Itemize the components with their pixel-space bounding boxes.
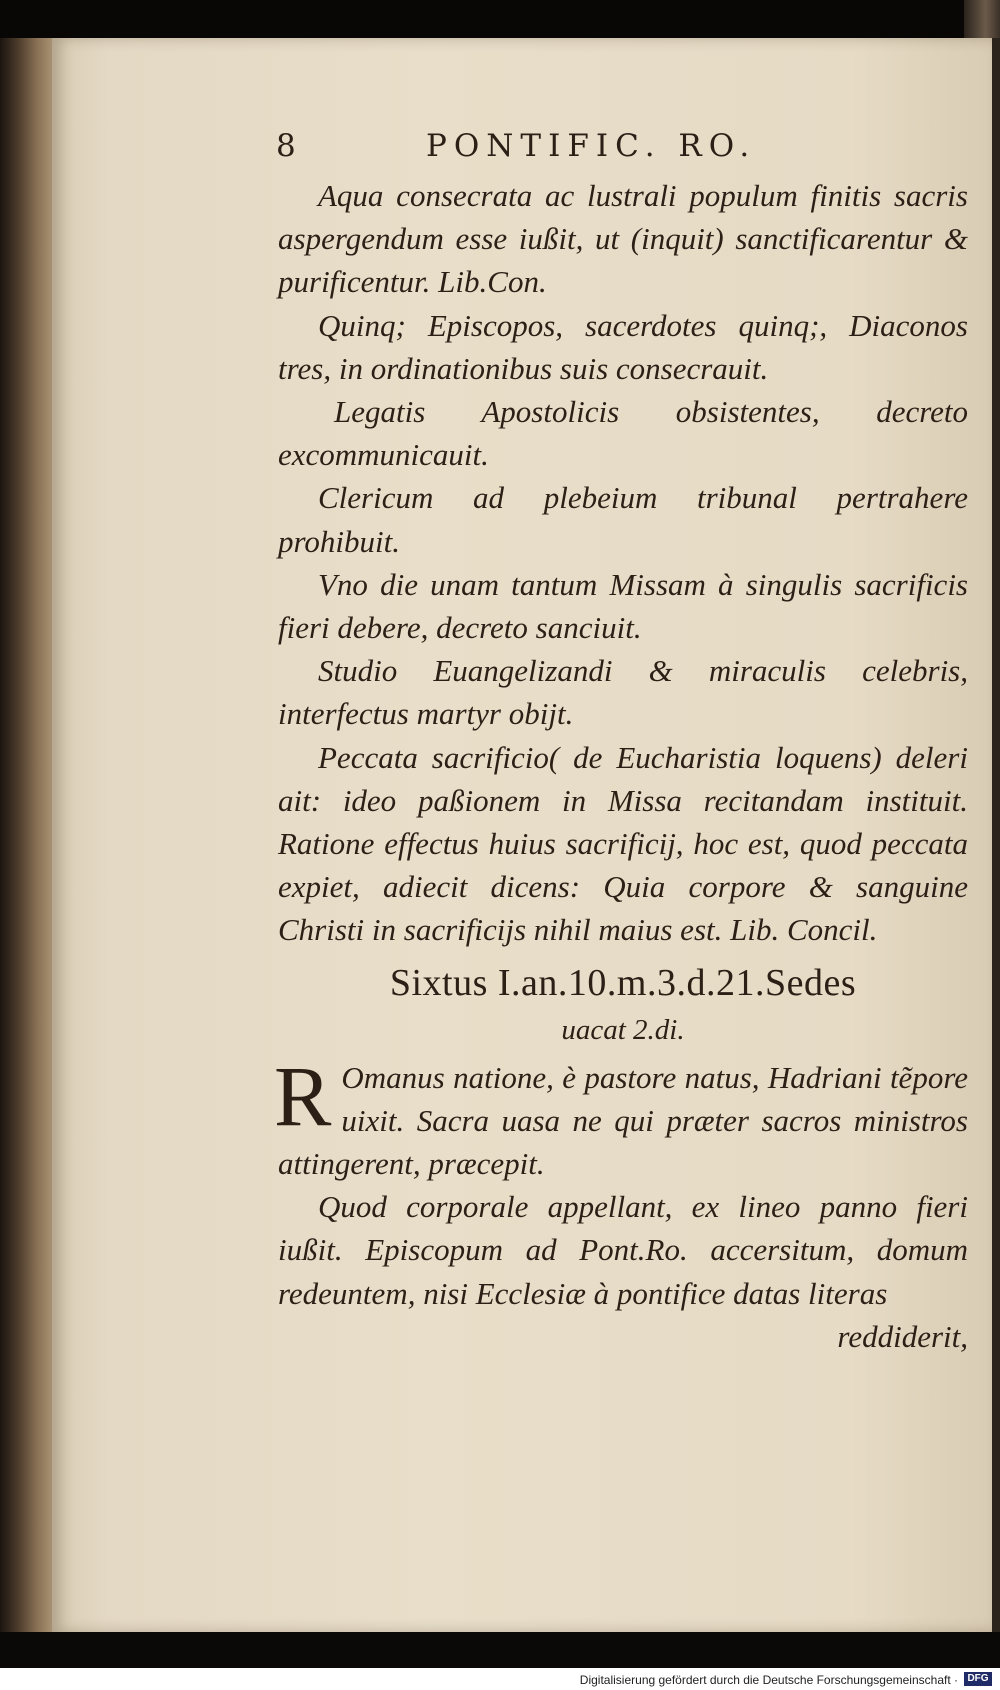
paragraph-corporal: Quod corporale appellant, ex lineo panno fieri iußit. Episcopum ad Pont.Ro. accersitum, domum redeuntem, nisi Ecclesiæ à pontifice datas literas	[278, 1189, 968, 1311]
paragraph-cleric: Clericum ad plebeium tribunal pertrahere prohibuit.	[278, 480, 968, 559]
running-head	[278, 128, 968, 174]
page-text-block	[274, 128, 968, 1358]
section-heading: Sixtus I.an.10.m.3.d.21.Sedes	[389, 961, 857, 1004]
section-subheading: uacat 2.di.	[561, 1013, 685, 1046]
paragraph-ordinations: Quinq; Episcopos, sacerdotes quinq;, Diaconos tres, in ordinationibus suis consecrauit.	[278, 307, 968, 386]
scan-bottom-border	[0, 1632, 1000, 1690]
paragraph-sixtus-text: Omanus natione, è pastore natus, Hadriani tẽpore uixit. Sacra uasa ne qui præter sacros ministros attingerent, præcepit.	[278, 1059, 968, 1182]
running-title: PONTIFIC. RO.	[426, 128, 757, 164]
paragraph-martyr: Studio Euangelizandi & miraculis celebris, interfectus martyr obijt.	[278, 653, 968, 732]
digitization-credit: Digitalisierung gefördert durch die Deutsche Forschungsgemeinschaft ·	[579, 1673, 958, 1687]
book-binding-edge	[0, 38, 58, 1632]
scan-top-border	[0, 0, 1000, 38]
scan-corner	[964, 0, 1000, 38]
paragraph-sixtus-intro	[274, 1047, 968, 1186]
digitization-credit-strip	[0, 1668, 1000, 1690]
paragraph-holy-water: Aqua consecrata ac lustrali populum finitis sacris aspergendum esse iußit, ut (inquit) sanctificarentur & purificentur. Lib.Con.	[278, 178, 968, 300]
paragraph-legates: Legatis Apostolicis obsistentes, decreto excommunicauit.	[278, 394, 968, 473]
page-right-edge	[992, 38, 1000, 1632]
paragraph-sacrifice: Peccata sacrificio( de Eucharistia loquens) deleri ait: ideo paßionem in Missa recitandam instituit. Ratione effectus huius sacrificij, hoc est, quod peccata expiet, adiecit dicens: Quia corpore & sanguine Christi in sacrificijs nihil maius est. Lib. Concil.	[278, 739, 968, 948]
catchword: reddiderit,	[837, 1318, 968, 1354]
dfg-logo-icon: DFG	[964, 1672, 992, 1686]
page-number: 8	[276, 128, 303, 164]
drop-cap-letter: R	[274, 1047, 332, 1144]
paragraph-one-mass: Vno die unam tantum Missam à singulis sacrificis fieri debere, decreto sanciuit.	[278, 566, 968, 646]
